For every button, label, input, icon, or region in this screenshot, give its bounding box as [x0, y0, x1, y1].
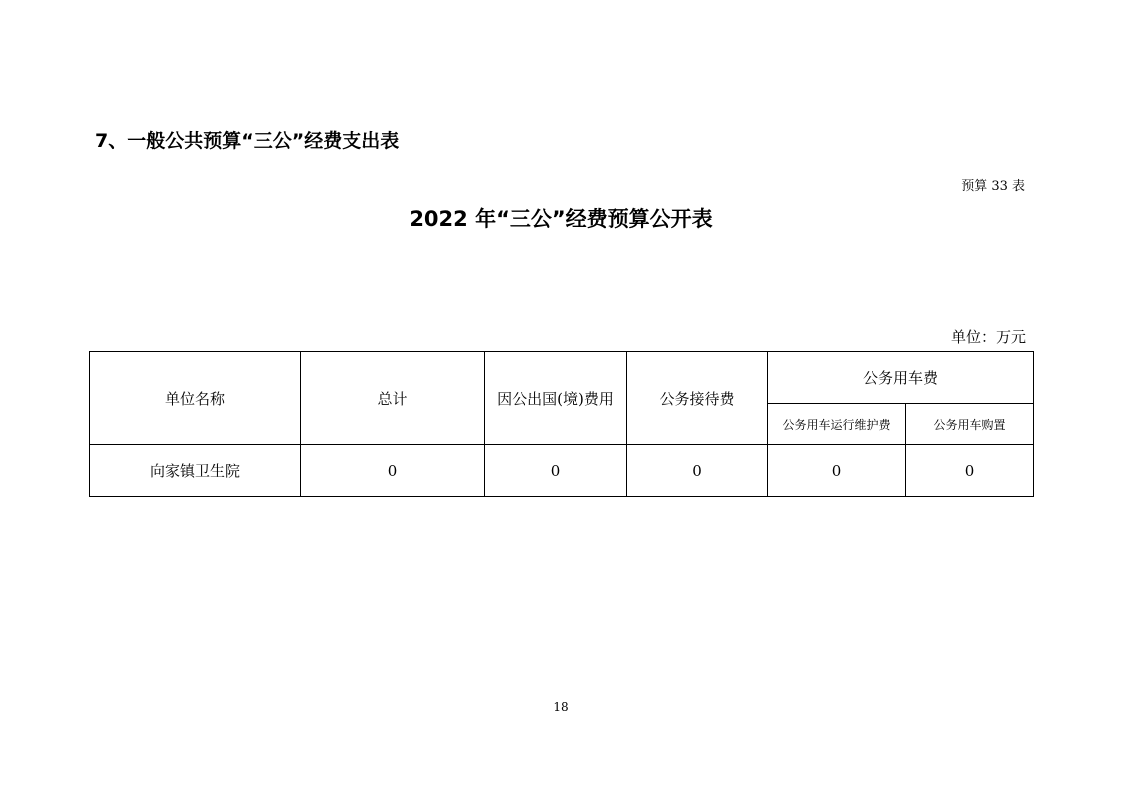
table-row: [90, 445, 1034, 497]
header-vehicle-group: 公务用车费: [768, 352, 1034, 404]
cell-total: 0: [301, 445, 485, 497]
cell-reception: 0: [627, 445, 768, 497]
cell-overseas: 0: [485, 445, 627, 497]
budget-table: [89, 351, 1034, 497]
header-reception: 公务接待费: [627, 352, 768, 445]
header-total: 总计: [301, 352, 485, 445]
cell-vehicle-purchase: 0: [906, 445, 1034, 497]
header-vehicle-operation: 公务用车运行维护费: [768, 404, 906, 445]
header-unit-name: 单位名称: [90, 352, 301, 445]
cell-vehicle-operation: 0: [768, 445, 906, 497]
table-header-row: [90, 352, 1034, 404]
section-heading: 7、一般公共预算“三公”经费支出表: [95, 130, 400, 152]
cell-unit-name: 向家镇卫生院: [90, 445, 301, 497]
page-number: 18: [553, 700, 569, 714]
header-overseas: 因公出国(境)费用: [485, 352, 627, 445]
table-code: 预算 33 表: [961, 179, 1025, 194]
header-vehicle-purchase: 公务用车购置: [906, 404, 1034, 445]
document-title: 2022 年“三公”经费预算公开表: [409, 207, 713, 231]
unit-note: 单位：万元: [950, 328, 1026, 346]
